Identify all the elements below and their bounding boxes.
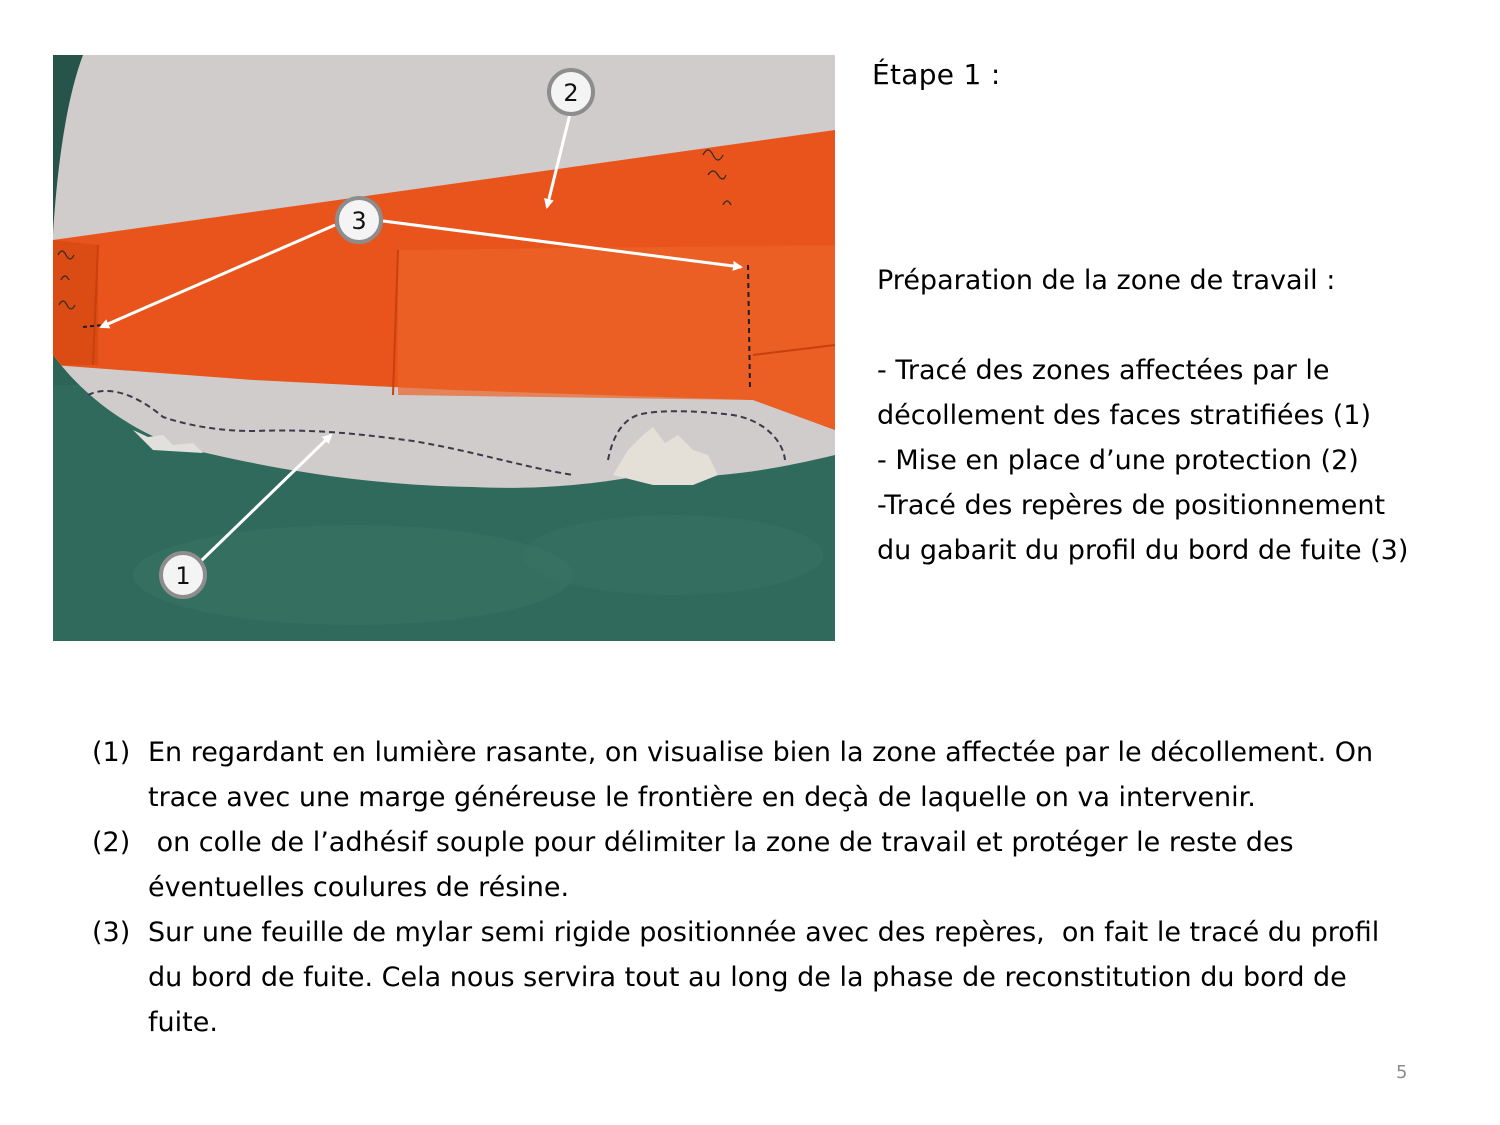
- svg-text:2: 2: [563, 79, 579, 107]
- step-title: Étape 1 :: [872, 58, 1001, 91]
- note-item: [92, 820, 1382, 910]
- preparation-line: décollement des faces stratifiées (1): [877, 400, 1371, 431]
- callout-1: [161, 553, 205, 597]
- svg-text:1: 1: [175, 562, 191, 590]
- preparation-line: -Tracé des repères de positionnement: [877, 490, 1386, 521]
- numbered-notes: [92, 730, 1388, 1045]
- preparation-section: [877, 258, 1487, 573]
- preparation-line: - Tracé des zones affectées par le: [877, 355, 1330, 386]
- preparation-line: - Mise en place d’une protection (2): [877, 445, 1359, 476]
- preparation-line: du gabarit du profil du bord de fuite (3): [877, 535, 1409, 566]
- svg-text:3: 3: [351, 207, 367, 235]
- note-text: on colle de l’adhésif souple pour délimiter la zone de travail et protéger le reste des éventuelles coulures de résine.: [148, 827, 1303, 903]
- note-number: (3): [92, 917, 131, 948]
- note-number: (2): [92, 827, 131, 858]
- page-number: 5: [1396, 1062, 1408, 1083]
- note-item: [92, 730, 1382, 820]
- callout-3: [337, 198, 381, 242]
- work-area-photo: [53, 55, 835, 641]
- note-text: En regardant en lumière rasante, on visualise bien la zone affectée par le décollement. On trace avec une marge généreuse le frontière en deçà de laquelle on va intervenir.: [148, 737, 1374, 813]
- callout-2: [549, 70, 593, 114]
- note-item: [92, 910, 1388, 1045]
- note-number: (1): [92, 737, 131, 768]
- preparation-heading: Préparation de la zone de travail :: [877, 265, 1336, 296]
- note-text: Sur une feuille de mylar semi rigide positionnée avec des repères, on fait le tracé du profil du bord de fuite. Cela nous servira tout au long de la phase de reconstitution du bord de fuite.: [148, 917, 1388, 1038]
